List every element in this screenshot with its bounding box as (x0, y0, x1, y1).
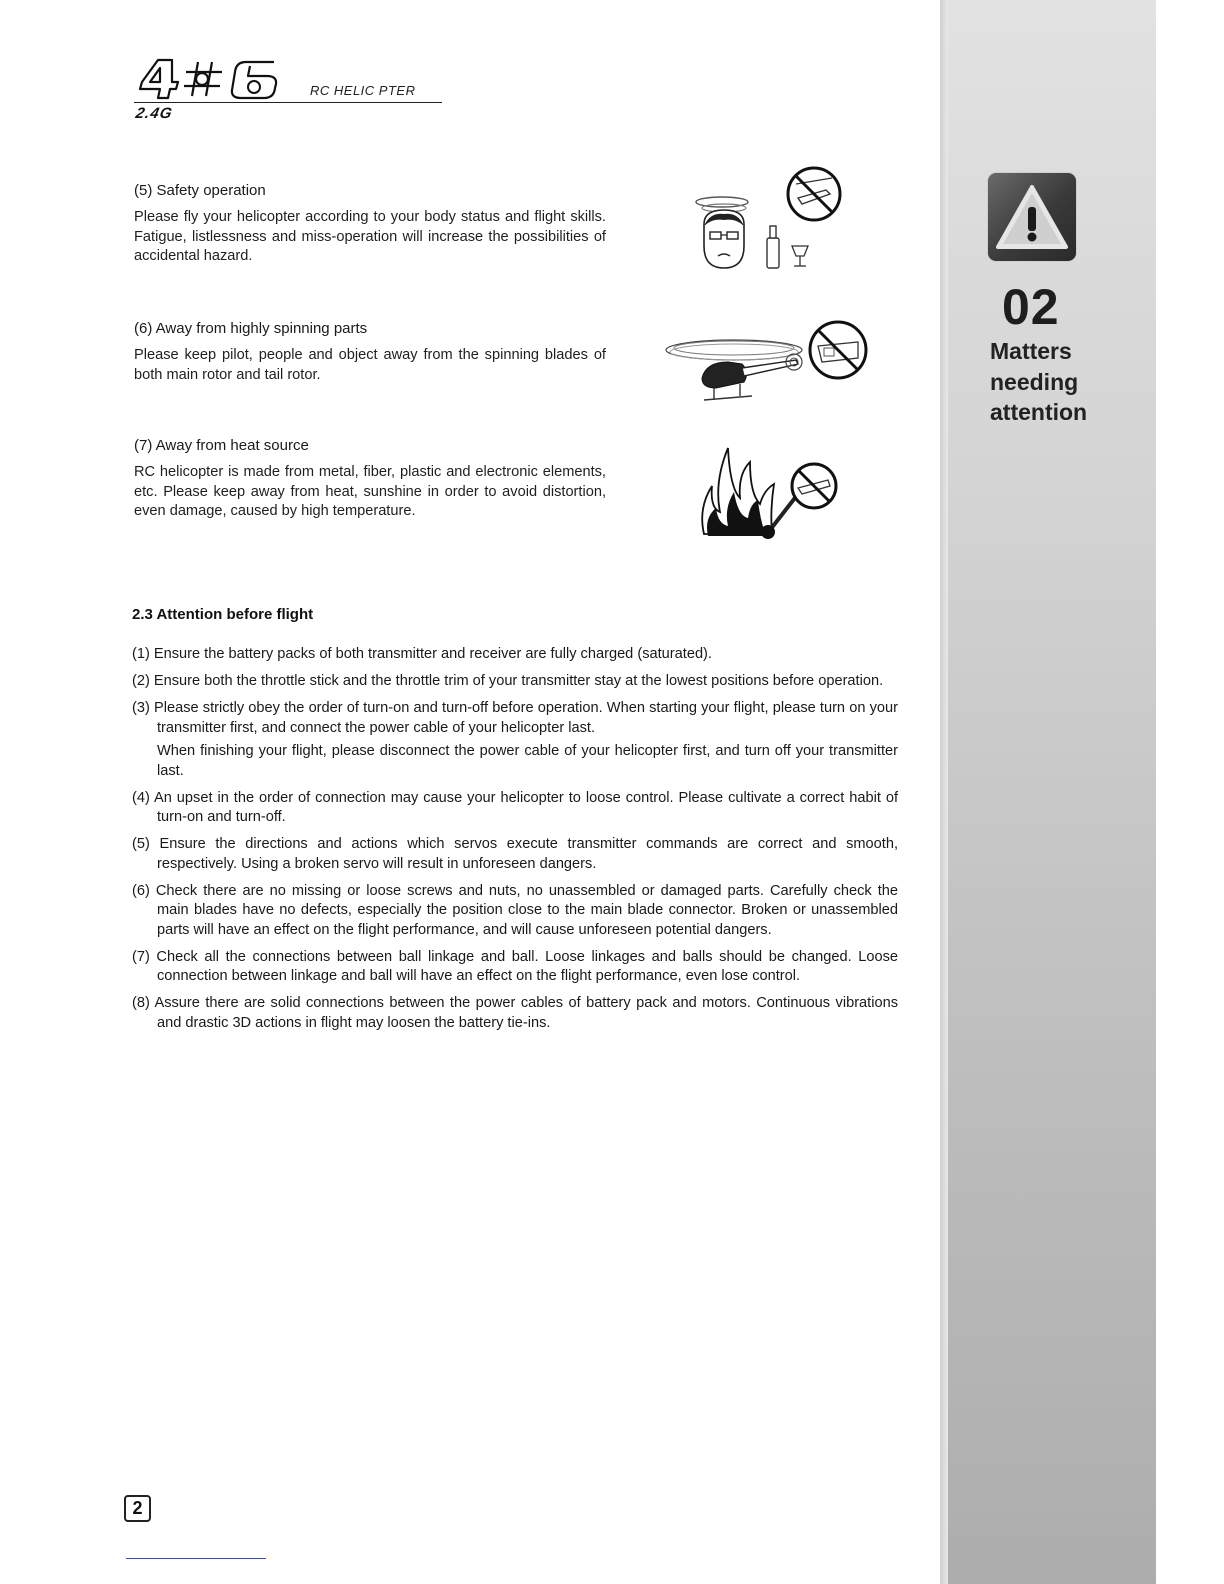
chapter-number: 02 (1002, 279, 1060, 335)
item-text: Please fly your helicopter according to your body status and flight skills. Fatigue, listlessness and miss-operation will increase the possibilities of accidental hazard. (134, 209, 606, 265)
list-item-continuation: When finishing your flight, please disconnect the power cable of your helicopter first, and turn off your transmitter last. (157, 743, 898, 779)
page-number: 2 (124, 1495, 151, 1522)
safety-item-6 (134, 320, 606, 385)
item-text: Please keep pilot, people and object away from the spinning blades of both main rotor and tail rotor. (134, 347, 606, 383)
item-title: (7) Away from heat source (134, 437, 309, 454)
fatigue-no-fly-illustration (690, 164, 850, 276)
sidebar-edge (940, 0, 948, 1584)
item-title: (6) Away from highly spinning parts (134, 320, 368, 337)
list-item: (4) An upset in the order of connection may cause your helicopter to loose control. Please cultivate a correct habit of turn-on and turn-off. (132, 789, 898, 825)
list-item: (7) Check all the connections between ball linkage and ball. Loose linkages and balls should be changed. Loose connection between linkage and ball will have an effect on the flight performance, even lose control. (132, 948, 898, 984)
brand-logo (136, 56, 446, 126)
list-item: (8) Assure there are solid connections between the power cables of battery pack and motors. Continuous vibrations and drastic 3D actions in flight may loosen the battery tie-ins. (132, 995, 898, 1031)
warning-icon (988, 173, 1076, 261)
list-item: (2) Ensure both the throttle stick and the throttle trim of your transmitter stay at the lowest positions before operation. (132, 673, 884, 689)
logo-band-label: 2.4G (134, 105, 175, 122)
safety-item-7 (134, 437, 606, 522)
list-item: (1) Ensure the battery packs of both transmitter and receiver are fully charged (saturated). (132, 646, 712, 662)
item-title: (5) Safety operation (134, 182, 266, 199)
item-text: RC helicopter is made from metal, fiber, plastic and electronic elements, etc. Please keep away from heat, sunshine in order to avoid distortion, even damage, caused by high temperature. (134, 464, 606, 520)
model-logo-graphic (136, 56, 286, 102)
attention-before-flight-section (132, 606, 898, 1041)
footer-rule (126, 1558, 266, 1559)
logo-subtitle: RC HELIC PTER (310, 83, 416, 98)
safety-item-5 (134, 182, 606, 267)
model-name (446, 56, 448, 57)
spinning-rotor-illustration (662, 316, 872, 412)
section-heading: 2.3 Attention before flight (132, 606, 314, 623)
list-item: (5) Ensure the directions and actions which servos execute transmitter commands are correct and smooth, respectively. Using a broken servo will result in unforeseen dangers. (132, 836, 898, 872)
chapter-title: Matters needing attention (990, 338, 1088, 425)
header-rule (134, 102, 442, 103)
list-item (132, 699, 898, 781)
chapter-sidebar (940, 0, 1156, 1584)
checklist (132, 645, 898, 1033)
heat-source-illustration (694, 438, 844, 546)
list-item: (6) Check there are no missing or loose screws and nuts, no unassembled or damaged parts. Carefully check the main blades have no defects, especially the position close to the main blade connector. Broken or unassembled parts will have an effect on the flight performance, and will cause unforeseen potential dangers. (132, 882, 898, 938)
list-item-text: (3) Please strictly obey the order of turn-on and turn-off before operation. When starting your flight, please turn on your transmitter first, and connect the power cable of your helicopter last. (132, 700, 898, 736)
